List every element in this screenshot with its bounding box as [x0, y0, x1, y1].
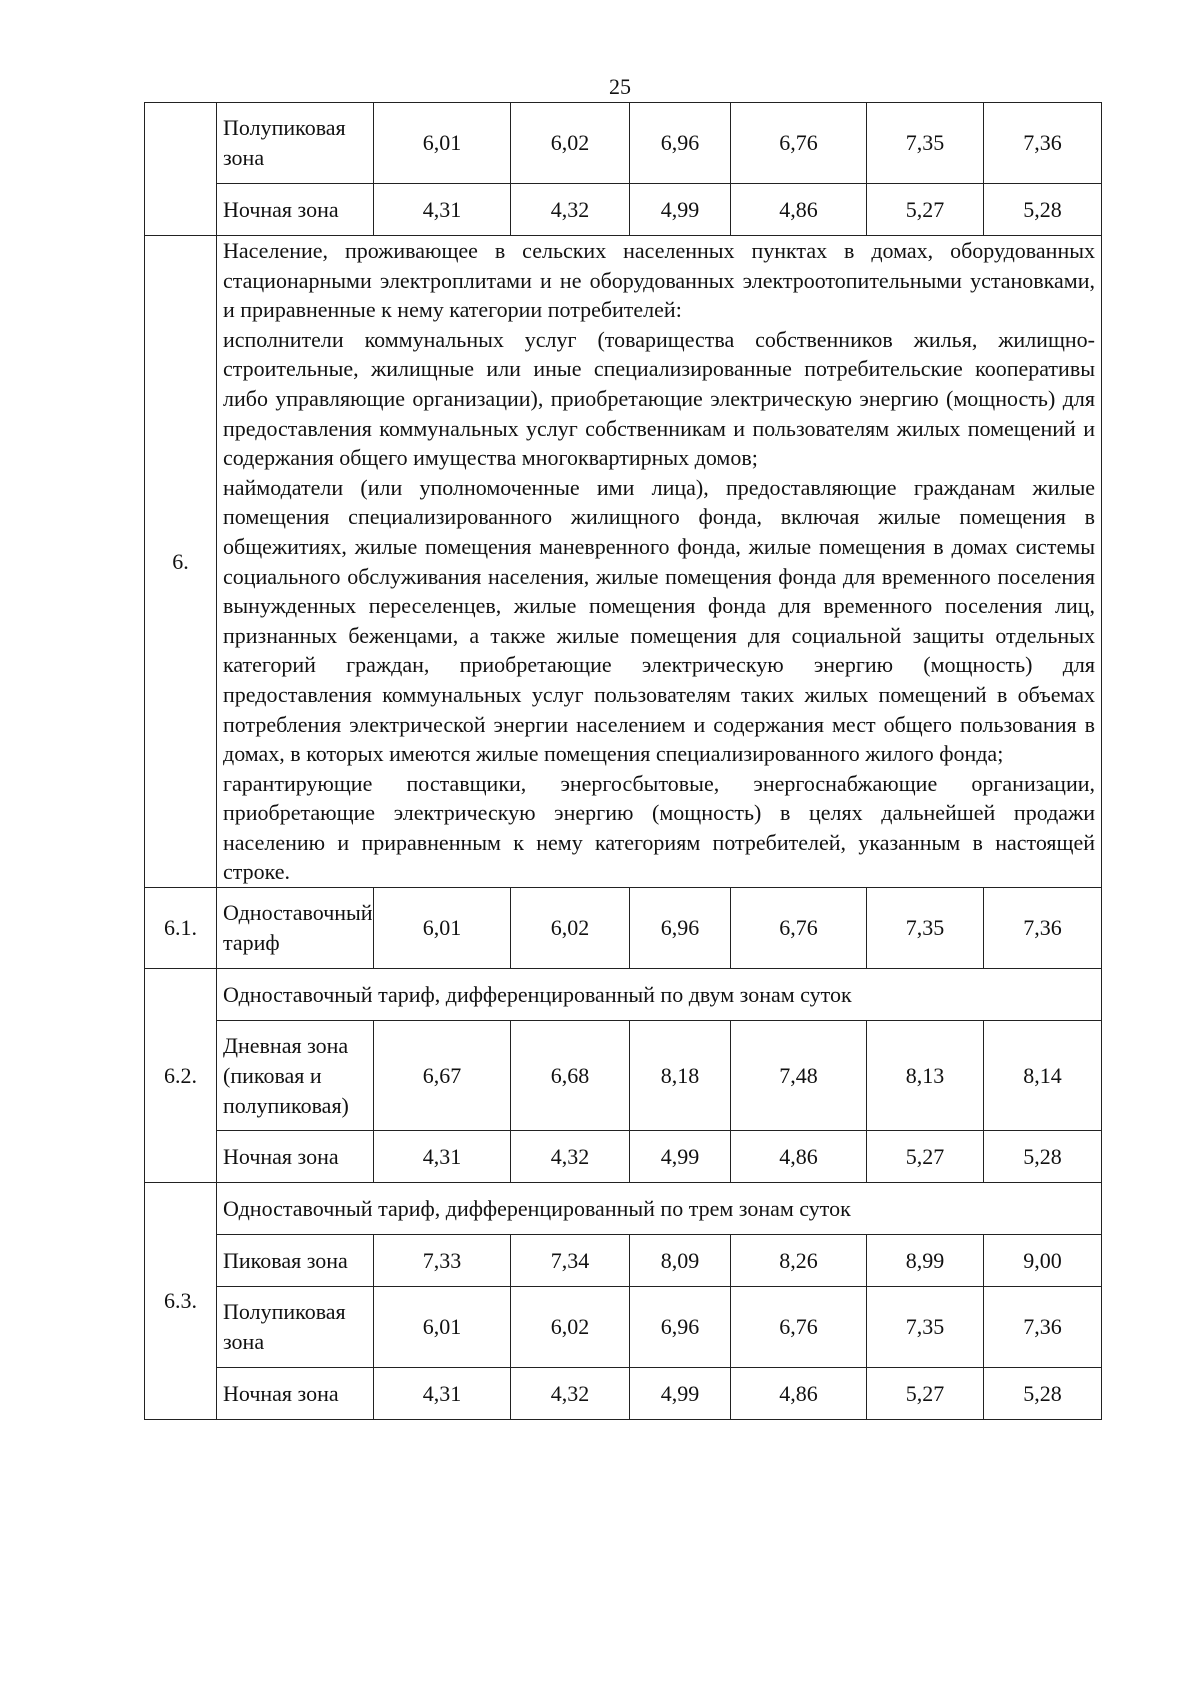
zone-label: Ночная зона [217, 1131, 374, 1183]
value-cell: 6,02 [511, 888, 630, 969]
table-row [145, 969, 1102, 1021]
value-cell: 6,96 [630, 103, 731, 184]
value-cell: 7,36 [984, 888, 1102, 969]
value-cell: 9,00 [984, 1235, 1102, 1287]
zone-label: Ночная зона [217, 184, 374, 236]
value-cell: 4,99 [630, 1131, 731, 1183]
zone-label: Полупиковая зона [217, 103, 374, 184]
row-number: 6.3. [145, 1183, 217, 1420]
page-number: 25 [609, 74, 631, 99]
value-cell: 4,86 [731, 1131, 867, 1183]
value-cell: 5,27 [867, 184, 984, 236]
table-row [145, 1021, 1102, 1131]
value-cell: 8,13 [867, 1021, 984, 1131]
value-cell: 7,35 [867, 888, 984, 969]
zone-label: Ночная зона [217, 1368, 374, 1420]
value-cell: 6,01 [374, 888, 511, 969]
value-cell: 5,28 [984, 1368, 1102, 1420]
description-paragraph: гарантирующие поставщики, энергосбытовые, энергоснабжающие организации, приобретающие электрическую энергию (мощность) в целях дальнейшей продажи населению и приравненным к нему категориям потребителей, указанным в настоящей строке. [223, 770, 1095, 885]
table-row [145, 103, 1102, 184]
tariff-title: Одноставочный тариф, дифференцированный по двум зонам суток [217, 969, 1102, 1021]
zone-label: Полупиковая зона [217, 1287, 374, 1368]
table-row [145, 236, 1102, 888]
value-cell: 6,68 [511, 1021, 630, 1131]
value-cell: 6,01 [374, 1287, 511, 1368]
value-cell: 6,01 [374, 103, 511, 184]
value-cell: 5,28 [984, 184, 1102, 236]
tariff-title: Одноставочный тариф, дифференцированный по трем зонам суток [217, 1183, 1102, 1235]
value-cell: 5,27 [867, 1131, 984, 1183]
value-cell: 5,28 [984, 1131, 1102, 1183]
value-cell: 4,31 [374, 1368, 511, 1420]
value-cell: 8,14 [984, 1021, 1102, 1131]
table-row [145, 1235, 1102, 1287]
value-cell: 4,32 [511, 1368, 630, 1420]
value-cell: 6,02 [511, 1287, 630, 1368]
value-cell: 7,34 [511, 1235, 630, 1287]
number-cell [145, 103, 217, 236]
value-cell: 4,32 [511, 184, 630, 236]
value-cell: 6,76 [731, 1287, 867, 1368]
value-cell: 4,31 [374, 184, 511, 236]
value-cell: 5,27 [867, 1368, 984, 1420]
value-cell: 7,36 [984, 103, 1102, 184]
value-cell: 7,35 [867, 1287, 984, 1368]
value-cell: 4,86 [731, 184, 867, 236]
value-cell: 8,26 [731, 1235, 867, 1287]
zone-label: Пиковая зона [217, 1235, 374, 1287]
table-row [145, 1183, 1102, 1235]
value-cell: 8,09 [630, 1235, 731, 1287]
value-cell: 8,18 [630, 1021, 731, 1131]
value-cell: 4,99 [630, 1368, 731, 1420]
section-description [217, 236, 1102, 888]
table-row [145, 184, 1102, 236]
row-number: 6.2. [145, 969, 217, 1183]
tariff-label: Одноставочный тариф [217, 888, 374, 969]
row-number: 6.1. [145, 888, 217, 969]
value-cell: 7,48 [731, 1021, 867, 1131]
value-cell: 4,99 [630, 184, 731, 236]
description-paragraph: исполнители коммунальных услуг (товарищества собственников жилья, жилищно-строительные, жилищные или иные специализированные потребительские кооперативы либо управляющие организации), приобретающие электрическую энергию (мощность) для предоставления коммунальных услуг собственникам и пользователям жилых помещений и содержания общего имущества многоквартирных домов; [223, 326, 1095, 471]
description-paragraph: Население, проживающее в сельских населенных пунктах в домах, оборудованных стационарными электроплитами и не оборудованных электроотопительными установками, и приравненные к нему категории потребителей: [223, 238, 1095, 323]
value-cell: 6,96 [630, 1287, 731, 1368]
zone-label: Дневная зона (пиковая и полупиковая) [217, 1021, 374, 1131]
value-cell: 6,96 [630, 888, 731, 969]
value-cell: 4,31 [374, 1131, 511, 1183]
value-cell: 6,76 [731, 103, 867, 184]
value-cell: 6,76 [731, 888, 867, 969]
value-cell: 7,35 [867, 103, 984, 184]
value-cell: 8,99 [867, 1235, 984, 1287]
value-cell: 6,67 [374, 1021, 511, 1131]
table-row [145, 1368, 1102, 1420]
table-row [145, 1131, 1102, 1183]
value-cell: 7,33 [374, 1235, 511, 1287]
value-cell: 7,36 [984, 1287, 1102, 1368]
value-cell: 6,02 [511, 103, 630, 184]
description-paragraph: наймодатели (или уполномоченные ими лица), предоставляющие гражданам жилые помещения специализированного жилищного фонда, включая жилые помещения в общежитиях, жилые помещения маневренного фонда, жилые помещения в домах системы социального обслуживания населения, жилые помещения фонда для временного поселения вынужденных переселенцев, жилые помещения фонда для временного поселения лиц, признанных беженцами, а также жилые помещения для социальной защиты отдельных категорий граждан, приобретающие электрическую энергию (мощность) для предоставления коммунальных услуг пользователям таких жилых помещений в объемах потребления электрической энергии населением и содержания мест общего пользования в домах, в которых имеются жилые помещения специализированного жилого фонда; [223, 474, 1095, 767]
table-row [145, 888, 1102, 969]
value-cell: 4,32 [511, 1131, 630, 1183]
row-number: 6. [145, 236, 217, 888]
value-cell: 4,86 [731, 1368, 867, 1420]
tariff-table [144, 102, 1102, 1420]
table-row [145, 1287, 1102, 1368]
